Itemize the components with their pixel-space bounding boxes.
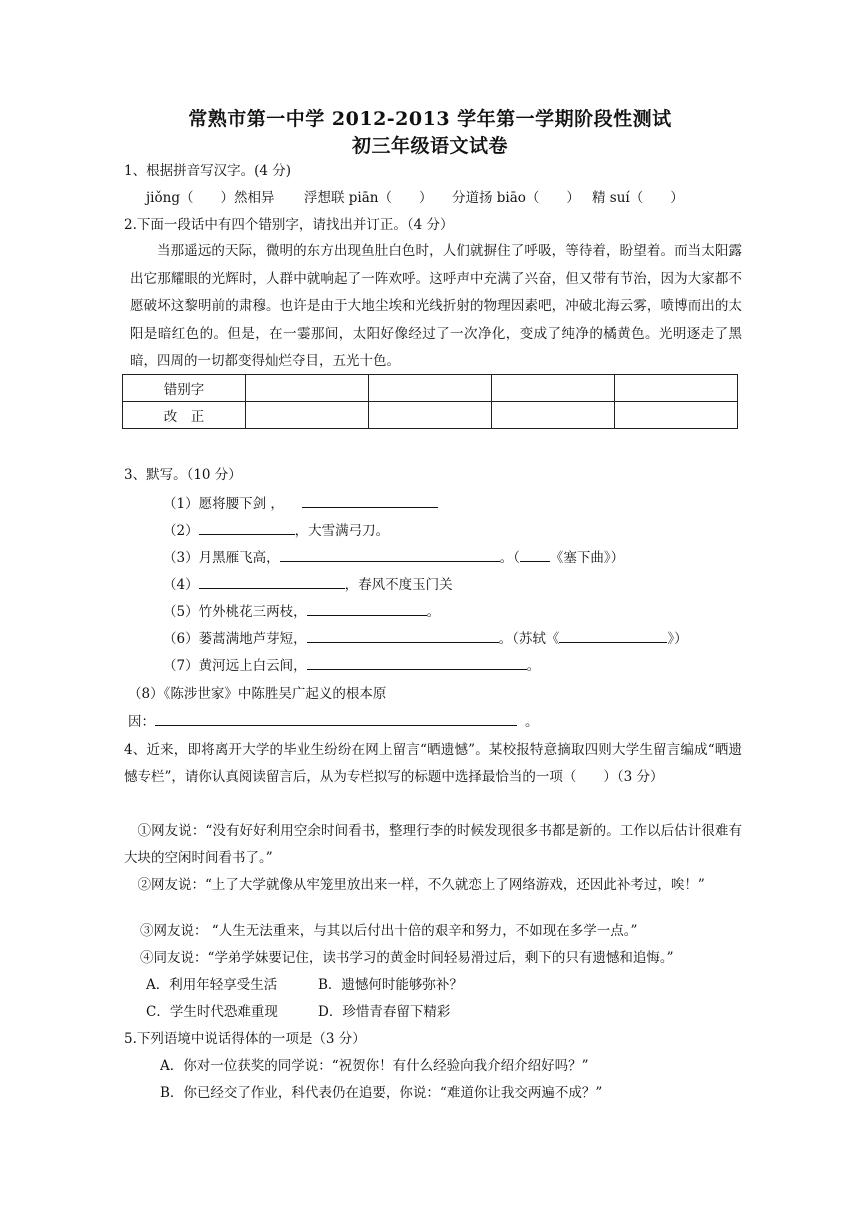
answer-cell[interactable]: [615, 375, 738, 402]
q4-comment-2: ②网友说：“上了大学就像从牢笼里放出来一样，不久就恋上了网络游戏，还因此补考过，唉！”: [137, 877, 705, 893]
answer-blank[interactable]: [559, 628, 667, 643]
answer-cell[interactable]: [369, 375, 492, 402]
table-row-label: 错别字: [123, 375, 246, 402]
answer-blank[interactable]: [307, 601, 427, 616]
answer-blank[interactable]: [520, 547, 550, 562]
table-row-label: 改 正: [123, 402, 246, 429]
q3-line-5-end: 。: [426, 604, 441, 620]
q4-stem: 4、近来，即将离开大学的毕业生纷纷在网上留言“晒遗憾”。某校报特意摘取四则大学生留言编成“晒遗憾专栏”，请你认真阅读留言后，从为专栏拟写的标题中选择最恰当的一项（ ）（3 分）: [124, 742, 742, 785]
answer-blank[interactable]: [280, 547, 500, 562]
q4-option-c: C．学生时代恐难重现: [146, 1004, 278, 1020]
q3-heading: 3、默写。（10 分）: [124, 467, 242, 483]
q1-item-3: 分道扬 biāo（ ）: [452, 190, 580, 206]
q3-line-7: [163, 655, 540, 676]
q3-line-4-num: （4）: [163, 577, 199, 593]
q3-line-1: [163, 493, 438, 514]
answer-cell[interactable]: [492, 402, 615, 429]
q2-passage: 当那遥远的天际，微明的东方出现鱼肚白色时，人们就摒住了呼吸，等待着，盼望着。而当太阳露出它那耀眼的光辉时，人群中就响起了一阵欢呼。这呼声中充满了兴奋，但又带有节治，因为大家都不愿破坏这黎明前的肃穆。也许是由于大地尘埃和光线折射的物理因素吧，冲破北海云雾，喷博而出的太阳是暗红色的。但是，在一霎那间，太阳好像经过了一次净化，变成了纯净的橘黄色。光明逐走了黑暗，四周的一切都变得灿烂夺目，五光十色。: [130, 243, 742, 369]
table-row: [123, 402, 738, 429]
q4-option-a: A．利用年轻享受生活: [146, 977, 278, 993]
exam-subtitle: 初三年级语文试卷: [351, 135, 508, 157]
q3-line-8-cont: [128, 711, 539, 732]
q3-line-3-source: 《塞下曲》）: [549, 550, 625, 566]
answer-cell[interactable]: [369, 402, 492, 429]
answer-blank[interactable]: [199, 574, 345, 589]
q3-line-2-text: ，大雪满弓刀。: [294, 523, 390, 539]
q3-line-6-end: 》）: [667, 631, 688, 647]
q3-line-4-text: ，春风不度玉门关: [344, 577, 453, 593]
q3-line-6-mid: 。（苏轼《: [498, 631, 560, 647]
q1-item-4: 精 suí（ ）: [592, 190, 684, 206]
q3-line-2: [163, 520, 389, 541]
q3-line-6: [163, 628, 688, 649]
q3-line-7-text: （7）黄河远上白云间，: [163, 658, 307, 674]
answer-blank[interactable]: [302, 493, 438, 508]
q3-line-5: [163, 601, 440, 622]
q3-line-2-num: （2）: [163, 523, 199, 539]
q4-option-d: D．珍惜青春留下精彩: [318, 1004, 451, 1020]
answer-cell[interactable]: [615, 402, 738, 429]
answer-blank[interactable]: [307, 628, 499, 643]
q3-line-3: [163, 547, 624, 568]
q3-line-8-end: 。: [525, 714, 539, 730]
answer-blank[interactable]: [307, 655, 527, 670]
table-row: [123, 375, 738, 402]
q4-comment-4: ④同友说：“学弟学妹要记住，读书学习的黄金时间轻易滑过后，剩下的只有遗憾和追悔。”: [140, 950, 674, 966]
answer-cell[interactable]: [246, 402, 369, 429]
q2-heading: 2.下面一段话中有四个错别字，请找出并订正。（4 分）: [124, 217, 454, 233]
q3-line-8: （8）《陈涉世家》中陈胜吴广起义的根本原: [128, 686, 387, 702]
answer-cell[interactable]: [246, 375, 369, 402]
q3-line-3-mid: 。（: [499, 550, 520, 566]
q1-item-2: 浮想联 piān（ ）: [304, 190, 433, 206]
exam-title: 常熟市第一中学 2012-2013 学年第一学期阶段性测试: [188, 108, 672, 130]
q3-line-5-text: （5）竹外桃花三两枝，: [163, 604, 307, 620]
q1-item-1: jiǒng（ ）然相异: [146, 190, 275, 206]
answer-cell[interactable]: [492, 375, 615, 402]
q3-line-8-label: 因：: [128, 714, 155, 730]
q3-line-7-end: 。: [526, 658, 541, 674]
q5-option-b: B．你已经交了作业，科代表仍在追要，你说：“难道你让我交两遍不成？”: [160, 1085, 603, 1101]
q4-comment-1: ①网友说：“没有好好利用空余时间看书，整理行李的时候发现很多书都是新的。工作以后估计很难有大块的空闲时间看书了。”: [124, 823, 742, 866]
q3-line-1-text: （1）愿将腰下剑 ，: [163, 496, 284, 512]
q3-line-4: [163, 574, 453, 595]
q4-comment-3: ③网友说： “人生无法重来，与其以后付出十倍的艰辛和努力，不如现在多学一点。”: [140, 923, 638, 939]
q5-option-a: A．你对一位获奖的同学说：“祝贺你！有什么经验向我介绍介绍好吗？”: [160, 1058, 589, 1074]
q3-line-6-text: （6）蒌蒿满地芦芽短，: [163, 631, 307, 647]
answer-blank[interactable]: [155, 711, 517, 726]
q3-line-3-text: （3）月黑雁飞高，: [163, 550, 280, 566]
error-correction-table: [122, 374, 738, 429]
q4-option-b: B．遗憾何时能够弥补？: [318, 977, 463, 993]
q1-heading: 1、根据拼音写汉字。(4 分): [124, 163, 292, 179]
q5-heading: 5.下列语境中说话得体的一项是（3 分）: [124, 1031, 366, 1047]
answer-blank[interactable]: [199, 520, 295, 535]
